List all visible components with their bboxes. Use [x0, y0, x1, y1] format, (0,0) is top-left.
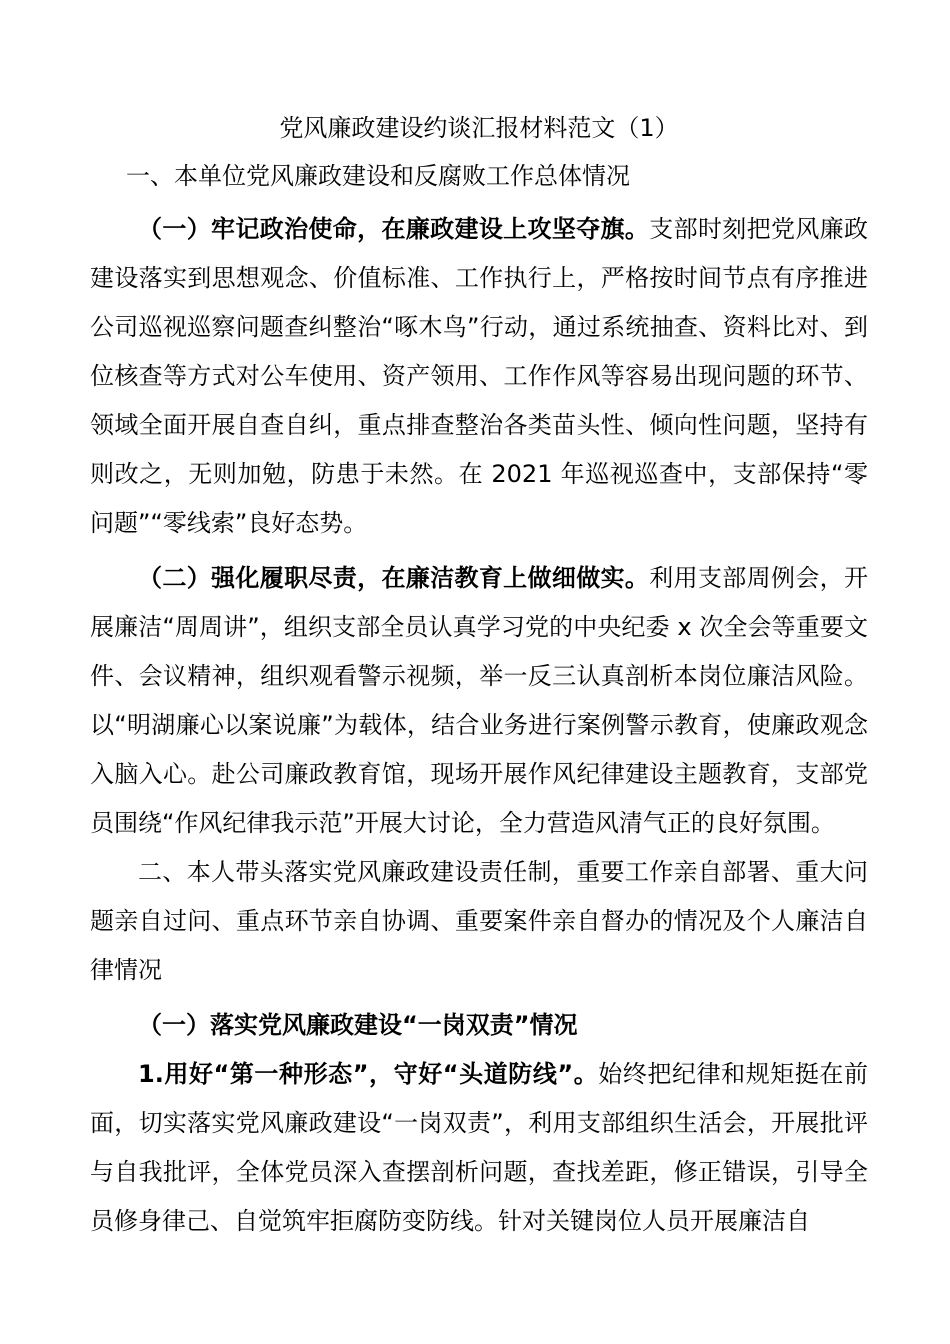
document-content	[90, 104, 868, 1246]
section-1-item-1-lead: （一）牢记政治使命，在廉政建设上攻坚夺旗。	[138, 215, 650, 243]
section-2-heading: 二、本人带头落实党风廉政建设责任制，重要工作亲自部署、重大问题亲自过问、重点环节亲自协调、重要案件亲自督办的情况及个人廉洁自律情况	[90, 858, 868, 984]
section-2-subheading-text: （一）落实党风廉政建设“一岗双责”情况	[138, 1011, 578, 1039]
section-1-item-1-body: 支部时刻把党风廉政建设落实到思想观念、价值标准、工作执行上，严格按时间节点有序推进公司巡视巡察问题查纠整治“啄木鸟”行动，通过系统抽查、资料比对、到位核查等方式对公车使用、资产领用、工作作风等容易出现问题的环节、领域全面开展自查自纠，重点排查整治各类苗头性、倾向性问题，坚持有则改之，无则加勉，防患于未然。在 2021 年巡视巡查中，支部保持“零问题”“零线索”良好态势。	[90, 215, 869, 537]
section-1-item-2-lead: （二）强化履职尽责，在廉洁教育上做细做实。	[138, 564, 650, 592]
section-1-paragraph-1	[90, 205, 868, 548]
section-1-item-2-body: 利用支部周例会，开展廉洁“周周讲”，组织支部全员认真学习党的中央纪委 x 次全会等重要文件、会议精神，组织观看警示视频，举一反三认真剖析本岗位廉洁风险。以“明湖廉心以案说廉”为载体，结合业务进行案例警示教育，使廉政观念入脑入心。赴公司廉政教育馆，现场开展作风纪律建设主题教育，支部党员围绕“作风纪律我示范”开展大讨论，全力营造风清气正的良好氛围。	[90, 564, 869, 837]
section-1-heading: 一、本单位党风廉政建设和反腐败工作总体情况	[126, 162, 630, 190]
section-2-subheading	[90, 1001, 868, 1050]
document-title: 党风廉政建设约谈汇报材料范文（1）	[279, 114, 679, 142]
section-2-item-1-lead: 1.用好“第一种形态”，守好“头道防线”。	[138, 1060, 599, 1088]
section-1-paragraph-2	[90, 554, 868, 848]
section-2-paragraph-1	[90, 1050, 868, 1246]
section-2-item-1-body: 始终把纪律和规矩挺在前面，切实落实党风廉政建设“一岗双责”，利用支部组织生活会，开展批评与自我批评，全体党员深入查摆剖析问题，查找差距，修正错误，引导全员修身律己、自觉筑牢拒腐防变防线。针对关键岗位人员开展廉洁自	[90, 1060, 868, 1235]
